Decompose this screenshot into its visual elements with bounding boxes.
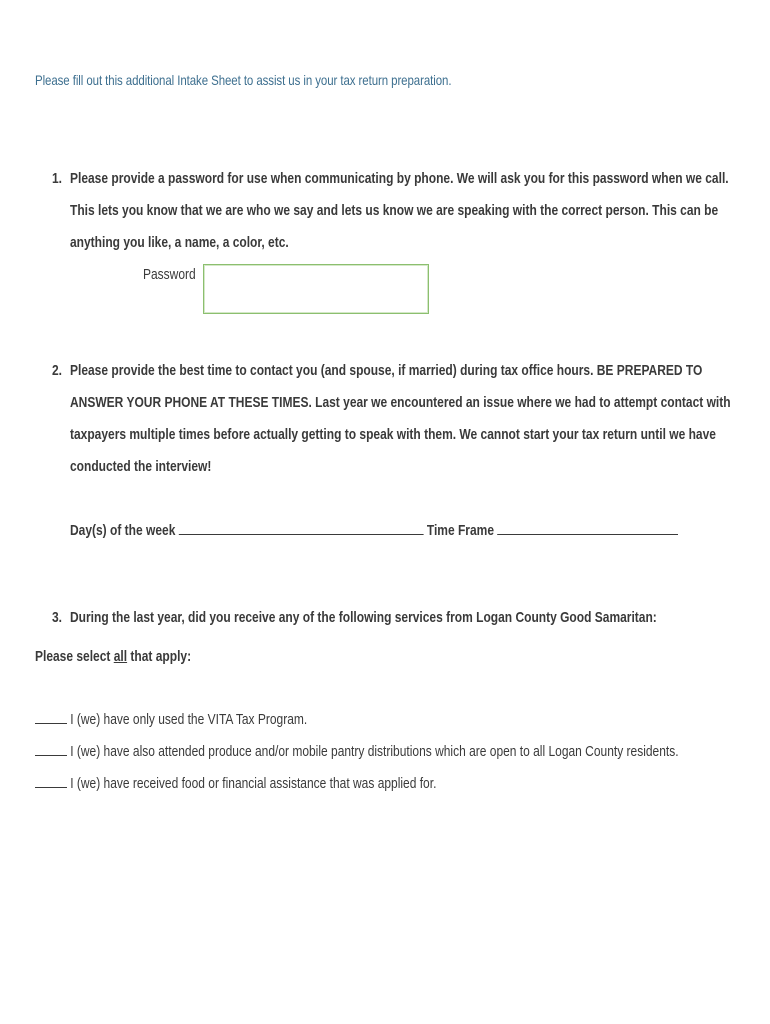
select-suffix: that apply: xyxy=(127,648,192,665)
select-all-emphasis: all xyxy=(113,648,128,665)
question-2-line-2: ANSWER YOUR PHONE AT THESE TIMES. Last year we encountered an issue where we had to attempt contact with xyxy=(70,394,731,411)
question-2-line-1: Please provide the best time to contact you (and spouse, if married) during tax office hours. BE PREPARED TO xyxy=(70,362,703,379)
question-1-line-2: This lets you know that we are who we say and lets us know we are speaking with the correct person. This can be xyxy=(70,202,719,219)
time-frame-label: Time Frame xyxy=(426,522,494,539)
days-of-week-label: Day(s) of the week xyxy=(70,522,176,539)
option-1-text: I (we) have only used the VITA Tax Program. xyxy=(70,711,308,728)
question-1-line-3: anything you like, a name, a color, etc. xyxy=(70,234,289,251)
password-field[interactable] xyxy=(203,264,429,314)
days-of-week-field[interactable] xyxy=(179,522,424,535)
option-1-blank[interactable] xyxy=(35,710,67,724)
option-row-1 xyxy=(35,710,307,728)
option-row-2 xyxy=(35,742,679,760)
option-2-blank[interactable] xyxy=(35,742,67,756)
question-2-line-3: taxpayers multiple times before actually getting to speak with them. We cannot start your tax return until we have xyxy=(70,426,716,443)
intro-text: Please fill out this additional Intake Sheet to assist us in your tax return preparation. xyxy=(35,72,452,88)
question-3-number: 3. xyxy=(52,609,63,626)
password-label: Password xyxy=(143,266,196,283)
question-3-line-1: During the last year, did you receive any of the following services from Logan County Good Samaritan: xyxy=(70,609,657,626)
option-3-text: I (we) have received food or financial assistance that was applied for. xyxy=(70,775,437,792)
question-2-number: 2. xyxy=(52,362,63,379)
question-2-line-4: conducted the interview! xyxy=(70,458,212,475)
select-instruction xyxy=(35,648,191,665)
question-1-line-1: Please provide a password for use when communicating by phone. We will ask you for this password when we call. xyxy=(70,170,729,187)
option-row-3 xyxy=(35,774,436,792)
option-2-text: I (we) have also attended produce and/or mobile pantry distributions which are open to all Logan County residents. xyxy=(70,743,679,760)
days-time-row xyxy=(70,522,678,539)
question-1-number: 1. xyxy=(52,170,63,187)
time-frame-field[interactable] xyxy=(497,522,678,535)
option-3-blank[interactable] xyxy=(35,774,67,788)
select-prefix: Please select xyxy=(35,648,114,665)
